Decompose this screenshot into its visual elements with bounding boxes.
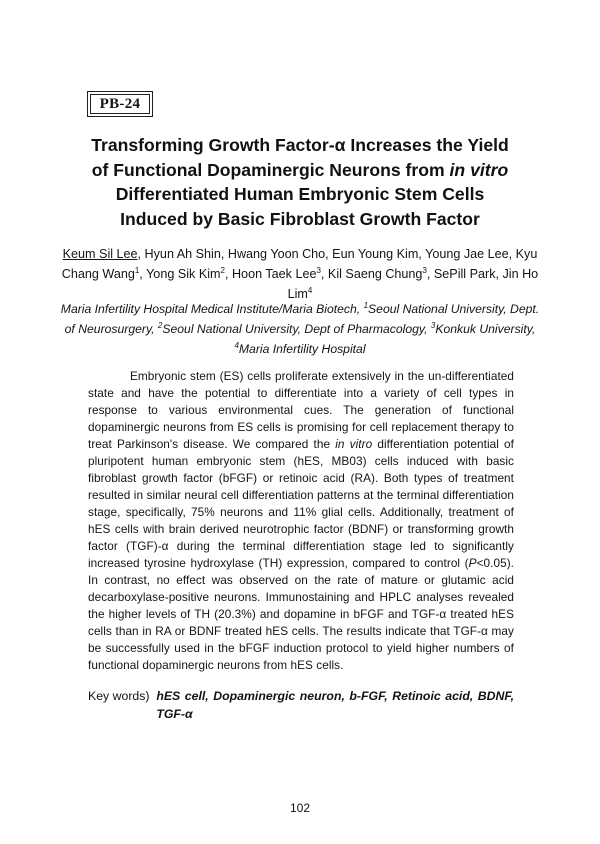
author-superscript: 2 — [220, 265, 225, 275]
authors-segment-3: , Hoon Taek Lee — [224, 266, 317, 281]
affiliation-superscript: 1 — [363, 300, 369, 310]
affiliation-5: Maria Infertility Hospital — [238, 341, 366, 356]
keywords — [88, 688, 514, 723]
keywords-label: Key words) — [88, 689, 157, 703]
title-line-1: Transforming Growth Factor-α Increases the Yield — [91, 135, 509, 155]
page-number: 102 — [289, 801, 311, 815]
abstract-text-3: <0.05). In contrast, no effect was observed on the rate of mature or glutamic acid decarboxylase-positive neurons. Immunostaining and HPLC analyses revealed the higher levels of TH (20.3%) and dopamine in bFGF and TGF-α treated hES cells than in RA or BDNF treated hES cells. The results indicate that TGF-α may be successfully used in the bFGF induction protocol to yield higher numbers of functional dopaminergic neurons from hES cells. — [88, 556, 514, 672]
abstract-text-2: differentiation potential of pluripotent human embryonic stem (hES, MB03) cells induced with basic fibroblast growth factor (bFGF) or retinoic acid (RA). Both types of treatment resulted in similar neural cell differentiation patterns at the terminal differentiation stage, specifically, 75% neurons and 11% glial cells. Additionally, treatment of hES cells with brain derived neurotrophic factor (BDNF) or transforming growth factor (TGF)-α during the terminal differentiation stage led to significantly increased tyrosine hydroxylase (TH) expression, compared to control ( — [88, 437, 514, 570]
affiliation-4: Konkuk University, — [435, 321, 536, 336]
affiliations — [60, 300, 540, 359]
abstract-p-value: P — [468, 556, 477, 570]
abstract-body — [88, 368, 514, 674]
authors-segment-2: , Yong Sik Kim — [139, 266, 221, 281]
affiliation-3: Seoul National University, Dept of Pharmacology, — [162, 321, 431, 336]
abstract-in-vitro: in vitro — [335, 437, 373, 451]
author-superscript: 1 — [134, 265, 140, 275]
title-in-vitro: in vitro — [449, 159, 509, 180]
authors-segment-4: , Kil Saeng Chung — [320, 266, 423, 281]
affiliation-2: Seoul National University, Dept. of Neurosurgery, — [64, 302, 540, 336]
title-line-2 — [40, 158, 560, 183]
author-list — [60, 245, 540, 304]
affiliation-superscript: 2 — [157, 320, 163, 330]
abstract-code: PB-24 — [99, 95, 141, 112]
paper-title — [40, 133, 560, 231]
keywords-row — [88, 688, 514, 723]
abstract-code-box — [87, 91, 153, 117]
author-superscript: 4 — [307, 285, 313, 295]
affiliation-superscript: 4 — [234, 340, 239, 350]
authors-segment-1: , Hyun Ah Shin, Hwang Yoon Cho, Eun Young Kim, Young Jae Lee, Kyu Chang Wang — [61, 247, 538, 281]
authors-segment-5: , SePill Park, Jin Ho Lim — [287, 266, 539, 301]
keywords-list: hES cell, Dopaminergic neuron, b-FGF, Retinoic acid, BDNF, TGF-α — [156, 689, 514, 721]
author-superscript: 3 — [316, 265, 321, 275]
first-author: Keum Sil Lee — [62, 247, 138, 261]
title-line-3: Differentiated Human Embryonic Stem Cells — [115, 184, 485, 204]
abstract-paragraph — [88, 368, 514, 674]
author-superscript: 3 — [422, 265, 427, 275]
affiliation-superscript: 3 — [430, 320, 436, 330]
abstract-text-1: Embryonic stem (ES) cells proliferate extensively in the un-differentiated state and have the potential to differentiate into a variety of cell types in response to various environmental cues. The generation of functional dopaminergic neurons from ES cells is promising for cell replacement therapy to treat Parkinson's disease. We compared the — [88, 369, 514, 451]
affiliation-1: Maria Infertility Hospital Medical Institute/Maria Biotech, — [60, 302, 364, 316]
title-line-2-text: of Functional Dopaminergic Neurons from — [91, 159, 450, 180]
title-line-4: Induced by Basic Fibroblast Growth Factor — [120, 208, 480, 229]
